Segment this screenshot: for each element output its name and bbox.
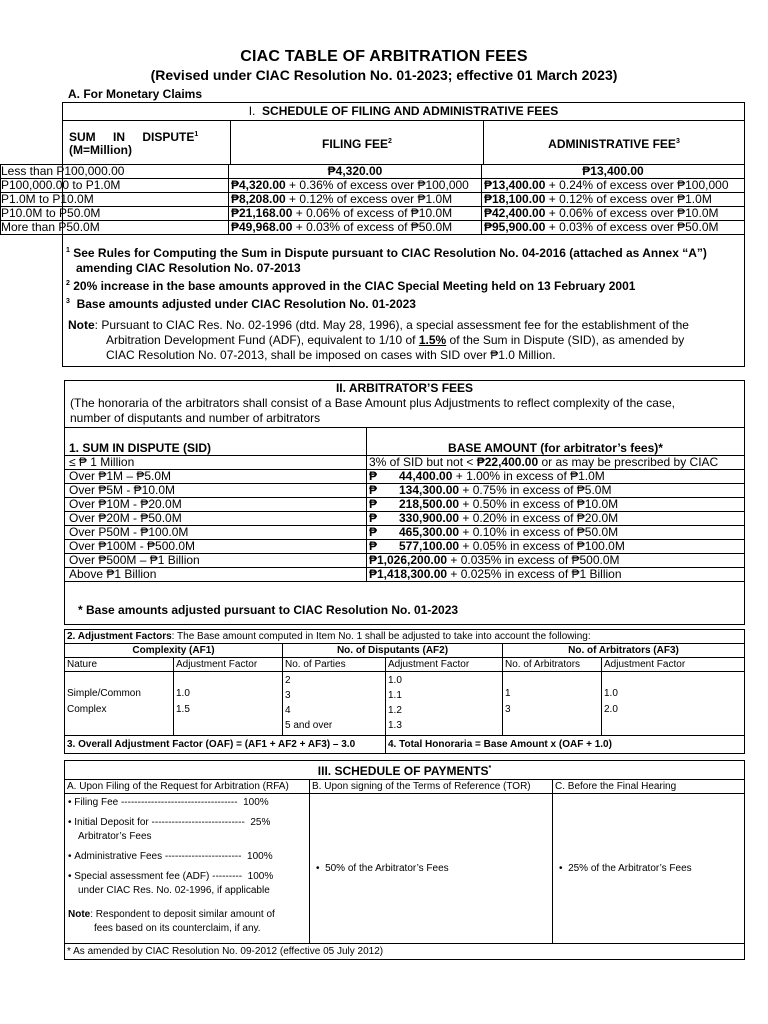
section-2-footnote: * Base amounts adjusted pursuant to CIAC Resolution No. 01-2023	[78, 603, 459, 617]
arbitrator-fee-row	[65, 470, 745, 484]
payment-item: • Filing Fee ----------------------------------- 100%	[68, 797, 269, 808]
arbitrator-fee-row	[65, 484, 745, 498]
col-sum-in-dispute: SUM IN DISPUTE$^1$ (M=Million)	[63, 121, 231, 165]
section-1-note: Note: Pursuant to CIAC Res. No. 02-1996 (dtd. May 28, 1996), a special assessment fee for the establishment of the Arbitration Development Fund (ADF), equivalent to 1/10 of 1.5% of the Sum in Dispute (SID), as amended by CIAC Resolution No. 07-2013, shall be imposed on cases with SID over ₱1.0 Million.	[68, 318, 689, 362]
parties-list: 2 3 4 5 and over	[283, 672, 386, 736]
filing-fee-table	[62, 102, 745, 165]
col-base-amount: BASE AMOUNT (for arbitrator’s fees)*	[367, 428, 745, 456]
sum-in-dispute-cell: P10.0M to P50.0M	[1, 207, 229, 221]
af1-heading: Complexity (AF1)	[65, 644, 283, 658]
filing-fee-cell: ₱49,968.00 + 0.03% of excess of ₱50.0M	[229, 221, 482, 235]
col-upon-filing: A. Upon Filing of the Request for Arbitration (RFA)	[65, 780, 310, 794]
arbitrator-fee-row	[65, 554, 745, 568]
arbitrators-list: 1 3	[503, 672, 602, 736]
af3-heading: No. of Arbitrators (AF3)	[503, 644, 745, 658]
af2-heading: No. of Disputants (AF2)	[283, 644, 503, 658]
sid-cell: Over ₱1M – ₱5.0M	[65, 470, 367, 484]
adjustment-intro: 2. Adjustment Factors: The Base amount computed in Item No. 1 shall be adjusted to take into account the following:	[65, 630, 745, 644]
section-3-heading: III. SCHEDULE OF PAYMENTS*	[65, 761, 745, 780]
nature-factor-list: 1.0 1.5	[174, 672, 283, 736]
filing-fee-row	[1, 193, 745, 207]
filing-fee-cell: ₱21,168.00 + 0.06% of excess of ₱10.0M	[229, 207, 482, 221]
sum-in-dispute-cell: P1.0M to P10.0M	[1, 193, 229, 207]
base-amount-cell: 3% of SID but not < ₱22,400.00 or as may be prescribed by CIAC	[367, 456, 745, 470]
sid-cell: Over P50M - ₱100.0M	[65, 526, 367, 540]
sid-cell: Over ₱5M - ₱10.0M	[65, 484, 367, 498]
filing-fee-cell: ₱4,320.00 + 0.36% of excess over ₱100,000	[229, 179, 482, 193]
page-subtitle: (Revised under CIAC Resolution No. 01-2023; effective 01 March 2023)	[150, 67, 618, 83]
arbitrator-fee-table	[64, 427, 745, 582]
footnote-1: $^1$ See Rules for Computing the Sum in Dispute pursuant to CIAC Resolution No. 04-2016 (attached as Annex “A”)	[66, 246, 707, 260]
col-administrative-fee: ADMINISTRATIVE FEE$^3$	[484, 121, 745, 165]
af3-factor-header: Adjustment Factor	[602, 658, 745, 672]
filing-fee-row	[1, 207, 745, 221]
col-upon-signing: B. Upon signing of the Terms of Reference (TOR)	[310, 780, 553, 794]
section-2-intro: (The honoraria of the arbitrators shall consist of a Base Amount plus Adjustments to reflect complexity of the case, number of disputants and number of arbitrators	[70, 396, 675, 425]
nature-header: Nature	[65, 658, 174, 672]
af1-factor-header: Adjustment Factor	[174, 658, 283, 672]
section-1-heading: I. SCHEDULE OF FILING AND ADMINISTRATIVE FEES	[63, 103, 745, 121]
filing-fee-row	[1, 221, 745, 235]
sid-cell: Over ₱10M - ₱20.0M	[65, 498, 367, 512]
arbitrator-fee-row	[65, 568, 745, 582]
parties-factor-list: 1.0 1.1 1.2 1.3	[386, 672, 503, 736]
arbitrator-fee-row	[65, 526, 745, 540]
filing-fee-row	[1, 165, 745, 179]
base-amount-cell: ₱1,026,200.00 + 0.035% in excess of ₱500.0M	[367, 554, 745, 568]
af2-factor-header: Adjustment Factor	[386, 658, 503, 672]
administrative-fee-cell: ₱13,400.00	[482, 165, 745, 179]
payment-item: • Administrative Fees ----------------------- 100%	[68, 851, 273, 862]
base-amount-cell: ₱ 134,300.00 + 0.75% in excess of ₱5.0M	[367, 484, 745, 498]
base-amount-cell: ₱ 577,100.00 + 0.05% in excess of ₱100.0M	[367, 540, 745, 554]
base-amount-cell: ₱ 44,400.00 + 1.00% in excess of ₱1.0M	[367, 470, 745, 484]
sid-cell: Over ₱100M - ₱500.0M	[65, 540, 367, 554]
footnote-2: $^2$ 20% increase in the base amounts approved in the CIAC Special Meeting held on 13 February 2001	[66, 279, 636, 293]
filing-fee-row	[1, 179, 745, 193]
col-sid: 1. SUM IN DISPUTE (SID)	[65, 428, 367, 456]
payment-schedule-table	[64, 760, 745, 960]
arbitrator-fee-row	[65, 540, 745, 554]
parties-header: No. of Parties	[283, 658, 386, 672]
arbitrator-fee-row	[65, 456, 745, 470]
section-2-heading: II. ARBITRATOR’S FEES	[335, 381, 474, 395]
administrative-fee-cell: ₱18,100.00 + 0.12% of excess over ₱1.0M	[482, 193, 745, 207]
sum-in-dispute-cell: P100,000.00 to P1.0M	[1, 179, 229, 193]
filing-fee-cell: ₱4,320.00	[229, 165, 482, 179]
upon-filing-list	[65, 794, 310, 944]
sum-in-dispute-cell: Less than P100,000.00	[1, 165, 229, 179]
upon-signing-item: • 50% of the Arbitrator’s Fees	[310, 794, 553, 944]
col-filing-fee: FILING FEE$^2$	[231, 121, 484, 165]
footnote-1-cont: amending CIAC Resolution No. 07-2013	[76, 261, 301, 275]
sid-cell: Above ₱1 Billion	[65, 568, 367, 582]
base-amount-cell: ₱ 330,900.00 + 0.20% in excess of ₱20.0M	[367, 512, 745, 526]
sid-cell: Over ₱20M - ₱50.0M	[65, 512, 367, 526]
page-title: CIAC TABLE OF ARBITRATION FEES	[240, 48, 528, 65]
payment-item: • Initial Deposit for ---------------------------- 25% Arbitrator’s Fees	[68, 817, 271, 842]
sum-in-dispute-cell: More than P50.0M	[1, 221, 229, 235]
base-amount-cell: ₱1,418,300.00 + 0.025% in excess of ₱1 Billion	[367, 568, 745, 582]
total-honoraria: 4. Total Honoraria = Base Amount x (OAF + 1.0)	[386, 736, 745, 754]
section-1-footnotes	[66, 243, 746, 312]
filing-fee-cell: ₱8,208.00 + 0.12% of excess over ₱1.0M	[229, 193, 482, 207]
arbitrators-factor-list: 1.0 2.0	[602, 672, 745, 736]
overall-adjustment-factor: 3. Overall Adjustment Factor (OAF) = (AF1 + AF2 + AF3) – 3.0	[65, 736, 386, 754]
nature-list: Simple/Common Complex	[65, 672, 174, 736]
adjustment-table	[64, 629, 745, 754]
base-amount-cell: ₱ 465,300.00 + 0.10% in excess of ₱50.0M	[367, 526, 745, 540]
base-amount-cell: ₱ 218,500.00 + 0.50% in excess of ₱10.0M	[367, 498, 745, 512]
arbitrator-fee-row	[65, 512, 745, 526]
sid-cell: Over ₱500M – ₱1 Billion	[65, 554, 367, 568]
administrative-fee-cell: ₱42,400.00 + 0.06% of excess over ₱10.0M	[482, 207, 745, 221]
arbitrator-fee-row	[65, 498, 745, 512]
payment-item: • Special assessment fee (ADF) --------- 100% under CIAC Res. No. 02-1996, if applicable	[68, 871, 274, 896]
col-before-final-hearing: C. Before the Final Hearing	[553, 780, 745, 794]
before-final-hearing-item: • 25% of the Arbitrator’s Fees	[553, 794, 745, 944]
administrative-fee-cell: ₱95,900.00 + 0.03% of excess over ₱50.0M	[482, 221, 745, 235]
section-a-label: A. For Monetary Claims	[68, 87, 203, 101]
section-3-footnote: * As amended by CIAC Resolution No. 09-2012 (effective 05 July 2012)	[65, 944, 745, 960]
sid-cell: ≤ ₱ 1 Million	[65, 456, 367, 470]
payment-note: Note: Respondent to deposit similar amount of fees based on its counterclaim, if any.	[68, 909, 275, 934]
arbitrators-header: No. of Arbitrators	[503, 658, 602, 672]
filing-fee-rows	[0, 164, 745, 235]
administrative-fee-cell: ₱13,400.00 + 0.24% of excess over ₱100,000	[482, 179, 745, 193]
footnote-3: $^3$ Base amounts adjusted under CIAC Resolution No. 01-2023	[66, 297, 416, 311]
